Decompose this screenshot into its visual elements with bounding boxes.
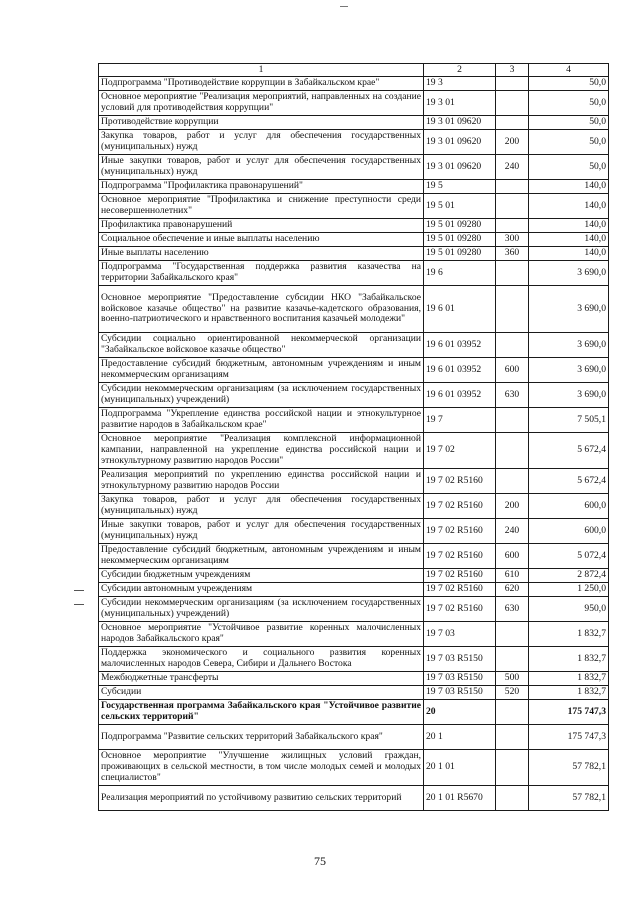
- row-sum: 950,0: [529, 597, 609, 622]
- table-row: [99, 750, 609, 786]
- table-row: [99, 544, 609, 569]
- row-sum: 600,0: [529, 519, 609, 544]
- row-vr: 300: [496, 233, 529, 247]
- row-sum: 140,0: [529, 247, 609, 261]
- row-code: 20: [424, 700, 496, 725]
- row-vr: 600: [496, 358, 529, 383]
- row-sum: 50,0: [529, 130, 609, 155]
- row-name: Закупка товаров, работ и услуг для обеспечения государственных (муниципальных) нужд: [99, 130, 424, 155]
- row-code: 19 7 03 R5150: [424, 672, 496, 686]
- table-row: [99, 233, 609, 247]
- row-vr: 520: [496, 686, 529, 700]
- table-row: [99, 286, 609, 333]
- row-sum: 1 832,7: [529, 647, 609, 672]
- row-name: Основное мероприятие "Реализация комплексной информационной кампании, направленной на укрепление единства российской нации и этнокультурному развитию народов России": [99, 433, 424, 469]
- row-name: Основное мероприятие "Профилактика и снижение преступности среди несовершеннолетних": [99, 194, 424, 219]
- table-row: [99, 116, 609, 130]
- row-name: Межбюджетные трансферты: [99, 672, 424, 686]
- row-code: 19 7 03: [424, 622, 496, 647]
- row-name: Предоставление субсидий бюджетным, автономным учреждениям и иным некоммерческим организациям: [99, 544, 424, 569]
- row-code: 19 7 02 R5160: [424, 469, 496, 494]
- row-vr: [496, 219, 529, 233]
- table-row: [99, 519, 609, 544]
- row-name: Профилактика правонарушений: [99, 219, 424, 233]
- row-sum: 7 505,1: [529, 408, 609, 433]
- row-code: 20 1: [424, 725, 496, 750]
- row-sum: 2 872,4: [529, 569, 609, 583]
- table-row: [99, 194, 609, 219]
- row-sum: 50,0: [529, 77, 609, 91]
- row-name: Реализация мероприятий по устойчивому развитию сельских территорий: [99, 786, 424, 811]
- row-sum: 1 250,0: [529, 583, 609, 597]
- row-vr: 600: [496, 544, 529, 569]
- row-code: 19 6: [424, 261, 496, 286]
- table-row: [99, 494, 609, 519]
- row-vr: [496, 725, 529, 750]
- row-code: 19 5 01: [424, 194, 496, 219]
- row-sum: 1 832,7: [529, 686, 609, 700]
- budget-table: [98, 63, 609, 811]
- row-vr: 360: [496, 247, 529, 261]
- row-code: 19 3 01: [424, 91, 496, 116]
- table-row: [99, 383, 609, 408]
- row-name: Социальное обеспечение и иные выплаты населению: [99, 233, 424, 247]
- row-vr: [496, 433, 529, 469]
- table-row: [99, 686, 609, 700]
- row-name: Основное мероприятие "Реализация мероприятий, направленных на создание условий для противодействия коррупции": [99, 91, 424, 116]
- row-vr: 610: [496, 569, 529, 583]
- row-name: Иные закупки товаров, работ и услуг для обеспечения государственных (муниципальных) нужд: [99, 519, 424, 544]
- row-name: Предоставление субсидий бюджетным, автономным учреждениям и иным некоммерческим организациям: [99, 358, 424, 383]
- row-name: Субсидии некоммерческим организациям (за исключением государственных (муниципальных) учреждений): [99, 597, 424, 622]
- row-sum: 175 747,3: [529, 700, 609, 725]
- row-name: Основное мероприятие "Предоставление субсидии НКО "Забайкальское войсковое казачье общество" на развитие казачье-кадетского образования, военно-патриотического и нравственного воспитания казачьей молодежи": [99, 286, 424, 333]
- row-vr: [496, 286, 529, 333]
- table-row: [99, 725, 609, 750]
- row-name: Подпрограмма "Развитие сельских территорий Забайкальского края": [99, 725, 424, 750]
- row-name: Подпрограмма "Профилактика правонарушений": [99, 180, 424, 194]
- row-code: 19 7 02 R5160: [424, 519, 496, 544]
- row-vr: [496, 469, 529, 494]
- row-name: Противодействие коррупции: [99, 116, 424, 130]
- row-sum: 140,0: [529, 194, 609, 219]
- row-sum: 5 672,4: [529, 469, 609, 494]
- row-vr: [496, 408, 529, 433]
- row-code: 19 7 02: [424, 433, 496, 469]
- row-code: 20 1 01 R5670: [424, 786, 496, 811]
- table-row: [99, 672, 609, 686]
- table-row: [99, 786, 609, 811]
- row-sum: 1 832,7: [529, 672, 609, 686]
- table-row: [99, 469, 609, 494]
- row-name: Иные выплаты населению: [99, 247, 424, 261]
- row-sum: 57 782,1: [529, 786, 609, 811]
- row-vr: 500: [496, 672, 529, 686]
- row-vr: 200: [496, 130, 529, 155]
- row-sum: 57 782,1: [529, 750, 609, 786]
- header-cell-vr: 3: [496, 64, 529, 77]
- row-name: Поддержка экономического и социального развития коренных малочисленных народов Севера, Сибири и Дальнего Востока: [99, 647, 424, 672]
- table-row: [99, 155, 609, 180]
- table-row: [99, 647, 609, 672]
- row-sum: 5 672,4: [529, 433, 609, 469]
- row-sum: 1 832,7: [529, 622, 609, 647]
- row-code: 19 7 02 R5160: [424, 544, 496, 569]
- row-code: 19 7 02 R5160: [424, 494, 496, 519]
- budget-table-body: [99, 64, 609, 811]
- row-name: Основное мероприятие "Устойчивое развитие коренных малочисленных народов Забайкальского края": [99, 622, 424, 647]
- table-row: [99, 333, 609, 358]
- row-code: 19 3: [424, 77, 496, 91]
- row-vr: [496, 91, 529, 116]
- table-header-row: [99, 64, 609, 77]
- row-code: 19 3 01 09620: [424, 130, 496, 155]
- row-code: 19 5 01 09280: [424, 233, 496, 247]
- row-name: Подпрограмма "Противодействие коррупции в Забайкальском крае": [99, 77, 424, 91]
- row-vr: 240: [496, 155, 529, 180]
- row-sum: 3 690,0: [529, 383, 609, 408]
- row-code: 19 7 02 R5160: [424, 597, 496, 622]
- row-sum: 3 690,0: [529, 286, 609, 333]
- scan-speck: [340, 6, 348, 7]
- row-vr: [496, 786, 529, 811]
- table-row: [99, 408, 609, 433]
- scan-mark: [74, 604, 84, 605]
- table-row: [99, 247, 609, 261]
- row-name: Основное мероприятие "Улучшение жилищных условий граждан, проживающих в сельской местности, в том числе молодых семей и молодых специалистов": [99, 750, 424, 786]
- row-code: 19 7: [424, 408, 496, 433]
- scan-mark: [74, 590, 84, 591]
- row-name: Государственная программа Забайкальского края "Устойчивое развитие сельских территорий": [99, 700, 424, 725]
- row-code: 19 5 01 09280: [424, 247, 496, 261]
- row-sum: 3 690,0: [529, 358, 609, 383]
- table-row: [99, 597, 609, 622]
- row-name: Субсидии некоммерческим организациям (за исключением государственных (муниципальных) учреждений): [99, 383, 424, 408]
- table-row: [99, 358, 609, 383]
- row-vr: [496, 622, 529, 647]
- row-name: Субсидии автономным учреждениям: [99, 583, 424, 597]
- row-sum: 50,0: [529, 116, 609, 130]
- table-row: [99, 622, 609, 647]
- row-vr: 630: [496, 383, 529, 408]
- row-code: 19 6 01 03952: [424, 358, 496, 383]
- row-vr: 200: [496, 494, 529, 519]
- row-vr: [496, 116, 529, 130]
- row-name: Субсидии социально ориентированной некоммерческой организации "Забайкальское войсковое казачье общество": [99, 333, 424, 358]
- row-vr: [496, 194, 529, 219]
- table-row: [99, 569, 609, 583]
- row-name: Закупка товаров, работ и услуг для обеспечения государственных (муниципальных) нужд: [99, 494, 424, 519]
- row-name: Субсидии: [99, 686, 424, 700]
- row-code: 19 6 01 03952: [424, 333, 496, 358]
- row-sum: 3 690,0: [529, 261, 609, 286]
- row-code: 19 7 02 R5160: [424, 569, 496, 583]
- row-vr: [496, 333, 529, 358]
- row-code: 19 3 01 09620: [424, 155, 496, 180]
- row-code: 19 6 01: [424, 286, 496, 333]
- row-vr: [496, 261, 529, 286]
- table-row: [99, 219, 609, 233]
- row-vr: [496, 750, 529, 786]
- table-row: [99, 700, 609, 725]
- row-name: Иные закупки товаров, работ и услуг для обеспечения государственных (муниципальных) нужд: [99, 155, 424, 180]
- row-vr: 620: [496, 583, 529, 597]
- page-number: 75: [314, 854, 326, 868]
- row-name: Подпрограмма "Государственная поддержка развития казачества на территории Забайкальского края": [99, 261, 424, 286]
- row-vr: [496, 77, 529, 91]
- row-vr: [496, 647, 529, 672]
- table-row: [99, 130, 609, 155]
- row-code: 19 5 01 09280: [424, 219, 496, 233]
- table-row: [99, 77, 609, 91]
- table-row: [99, 583, 609, 597]
- row-sum: 600,0: [529, 494, 609, 519]
- row-code: 19 7 03 R5150: [424, 686, 496, 700]
- row-code: 19 5: [424, 180, 496, 194]
- table-row: [99, 433, 609, 469]
- row-sum: 5 072,4: [529, 544, 609, 569]
- row-sum: 140,0: [529, 219, 609, 233]
- row-sum: 140,0: [529, 233, 609, 247]
- row-sum: 50,0: [529, 91, 609, 116]
- row-sum: 140,0: [529, 180, 609, 194]
- row-vr: 630: [496, 597, 529, 622]
- row-vr: [496, 180, 529, 194]
- row-sum: 3 690,0: [529, 333, 609, 358]
- row-vr: 240: [496, 519, 529, 544]
- row-code: 19 3 01 09620: [424, 116, 496, 130]
- table-row: [99, 91, 609, 116]
- table-row: [99, 261, 609, 286]
- row-code: 20 1 01: [424, 750, 496, 786]
- row-name: Реализация мероприятий по укреплению единства российской нации и этнокультурному развитию народов России: [99, 469, 424, 494]
- row-code: 19 6 01 03952: [424, 383, 496, 408]
- row-vr: [496, 700, 529, 725]
- header-cell-code: 2: [424, 64, 496, 77]
- header-cell-sum: 4: [529, 64, 609, 77]
- row-code: 19 7 02 R5160: [424, 583, 496, 597]
- row-sum: 50,0: [529, 155, 609, 180]
- table-row: [99, 180, 609, 194]
- row-name: Субсидии бюджетным учреждениям: [99, 569, 424, 583]
- row-sum: 175 747,3: [529, 725, 609, 750]
- header-cell-name: 1: [99, 64, 424, 77]
- row-name: Подпрограмма "Укрепление единства российской нации и этнокультурное развитие народов в Забайкальском крае": [99, 408, 424, 433]
- row-code: 19 7 03 R5150: [424, 647, 496, 672]
